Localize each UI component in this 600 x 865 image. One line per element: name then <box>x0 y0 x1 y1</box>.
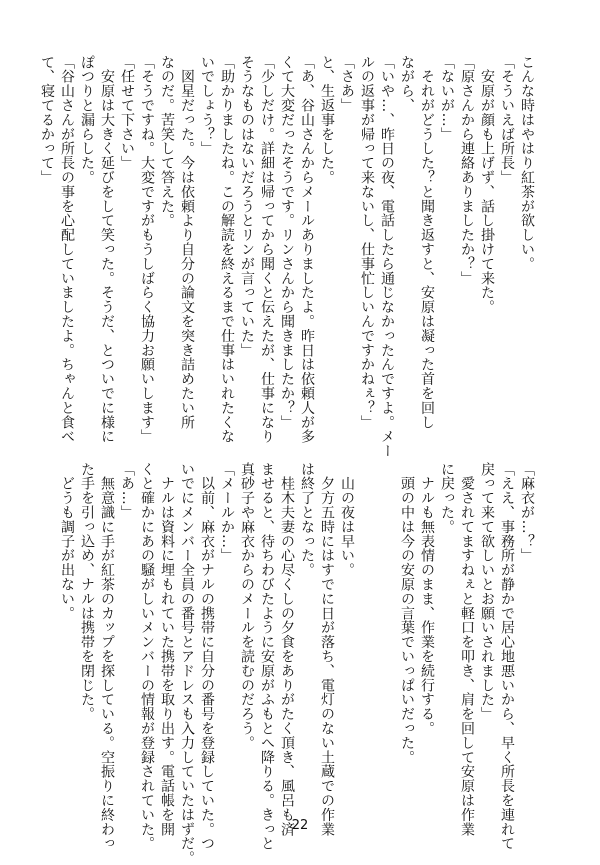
text-line: いでしょう？」 <box>199 55 215 156</box>
text-line: 愛されてますねぇと軽口を叩き、肩を回して安原は作業 <box>459 462 475 837</box>
text-line: 「ないが…」 <box>439 55 455 142</box>
text-line: こんな時はやはり紅茶が欲しい。 <box>519 55 535 271</box>
text-line: 「任せて下さい」 <box>119 55 135 171</box>
text-line: 無意識に手が紅茶のカップを探している。空振りに終わっ <box>99 462 115 851</box>
text-line: ながら、 <box>399 55 415 113</box>
text-line: 「あ、谷山さんからメールありましたよ。昨日は依頼人が多 <box>299 55 315 444</box>
text-line: ませると、待ちわびたように安原がふもとへ降りる。きっと <box>259 462 275 851</box>
text-line: ナルも無表情のまま、作業を続行する。 <box>419 462 435 736</box>
page-number: 22 <box>291 818 309 833</box>
text-line: 「いや…、昨日の夜、電話したら通じなかったんですよ。メー <box>379 55 395 459</box>
text-line: くと確かにあの騒がしいメンバーの情報が登録されていた。 <box>139 462 155 851</box>
text-line: 真砂子や麻衣からのメールを読むのだろう。 <box>239 462 255 750</box>
text-line: 「さあ」 <box>339 55 355 113</box>
text-line: 図星だった。今は依頼より自分の論文を突き詰めたい所 <box>179 55 195 430</box>
text-line: なのだ。苦笑して答えた。 <box>159 55 175 228</box>
text-line: て、寝てるかって」 <box>39 55 55 185</box>
text-line: と、生返事をした。 <box>319 55 335 185</box>
text-line: ルの返事が帰って来ないし、仕事忙しいんですかねぇ？」 <box>359 55 375 430</box>
text-line: 以前、麻衣がナルの携帯に自分の番号を登録していた。つ <box>199 462 215 851</box>
text-line: どうも調子が出ない。 <box>59 462 75 621</box>
text-line: くて大変だったそうです。リンさんから聞きましたか？」 <box>279 55 295 430</box>
text-line: 頭の中は今の安原の言葉でいっぱいだった。 <box>399 462 415 765</box>
text-line: 「谷山さんが所長の事を心配していましたよ。ちゃんと食べ <box>59 55 75 444</box>
text-line: ナルは資料に埋もれていた携帯を取り出す。電話帳を開 <box>159 462 175 837</box>
text-line: 戻って来て欲しいとお願いされました」 <box>479 462 495 722</box>
text-line: ぽつりと漏らした。 <box>79 55 95 185</box>
text-line: に戻った。 <box>439 462 455 534</box>
text-line: 安原は大きく延びをして笑った。そうだ、とついでに様に <box>99 55 115 444</box>
text-line <box>377 462 397 812</box>
text-line: 山の夜は早い。 <box>339 462 355 578</box>
text-line: 夕方五時にはすでに日が落ち、電灯のない土蔵での作業 <box>319 462 335 837</box>
upper-text-block <box>37 55 537 459</box>
text-line: 「原さんから連絡ありましたか？」 <box>459 55 475 286</box>
text-line: 「そういえば所長」 <box>499 55 515 185</box>
text-line: そうなものはないだろうとリンが言っていた」 <box>239 55 255 358</box>
text-line: 「そうですね。大変ですがもうしばらく協力お願いします」 <box>139 55 155 444</box>
text-line: は終了となった。 <box>299 462 315 578</box>
text-line: 「メールか…」 <box>219 462 235 563</box>
text-line: 桂木夫妻の心尽くしの夕食をありがたく頂き、風呂も済 <box>279 462 295 837</box>
text-line <box>357 462 377 812</box>
text-line: 安原が顔も上げず、話し掛けて来た。 <box>479 55 495 315</box>
text-line: 「あ…」 <box>119 462 135 520</box>
text-line: 「少しだけ。詳細は帰ってから聞くと伝えたが、仕事になり <box>259 55 275 444</box>
text-line: 「ええ、事務所が静かで居心地悪いから、早く所長を連れて <box>499 462 515 851</box>
text-line: 「助かりましたね。この解読を終えるまで仕事はいれたくな <box>219 55 235 444</box>
text-line: いでにメンバー全員の番号とアドレスも入力していたはずだ。 <box>179 462 195 865</box>
text-line: 「麻衣が…？」 <box>519 462 535 563</box>
text-line: た手を引っ込め、ナルは携帯を閉じた。 <box>79 462 95 722</box>
text-line: それがどうした？と聞き返すと、安原は凝った首を回し <box>419 55 435 430</box>
